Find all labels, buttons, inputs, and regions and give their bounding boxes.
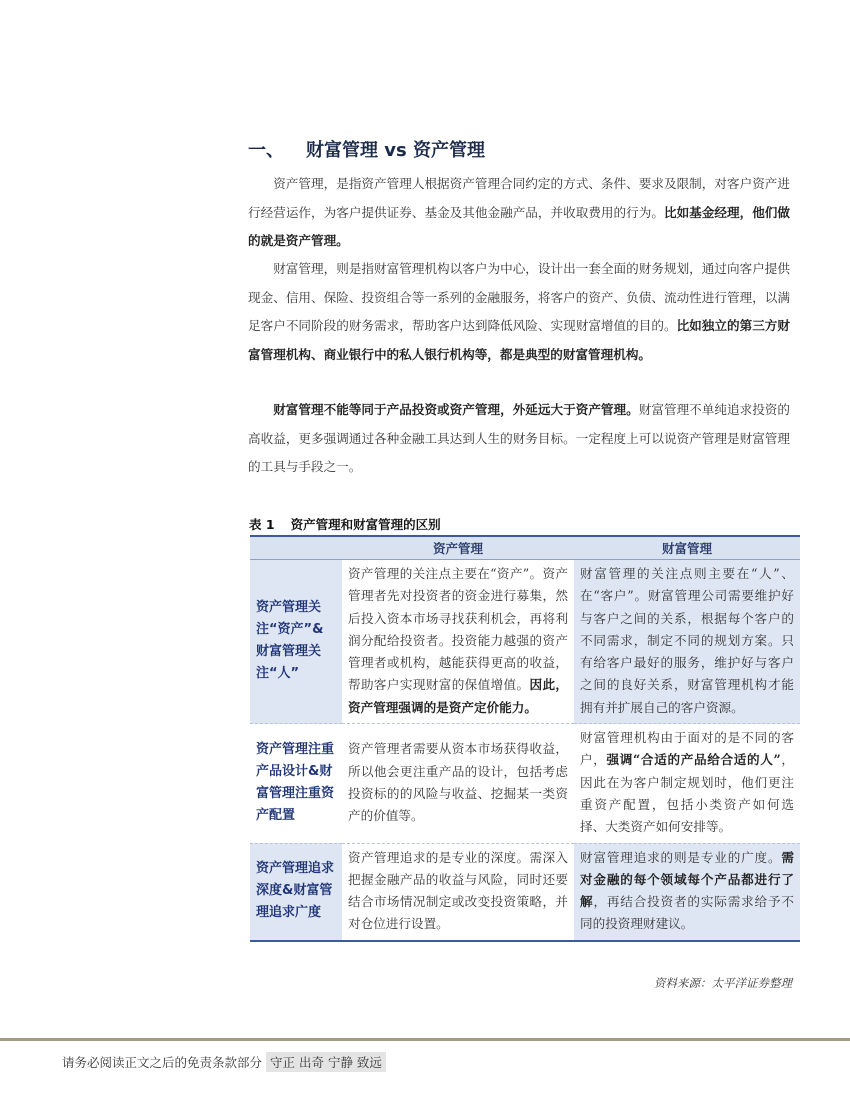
cell-bold-text: 强调“合适的产品给合适的人”	[606, 752, 781, 768]
table-title: 资产管理和财富管理的区别	[290, 517, 441, 532]
paragraph-text: 财富管理，则是指财富管理机构以客户为中心，设计出一套全面的财务规划，通过向客户提供现金、信用、保险、投资组合等一系列的金融服务，将客户的资产、负债、流动性进行管理，以满足客户不同阶段的财务需求，帮助客户达到降低风险、实现财富增值的目的。	[248, 261, 790, 333]
paragraph-comparison	[248, 396, 790, 482]
header-empty	[250, 536, 342, 560]
table-row	[250, 560, 800, 724]
cell-text: 资产管理的关注点主要在“资产”。资产管理者先对投资者的资金进行募集，然后投入资本市场寻找获利机会，再将利润分配给投资者。投资能力越强的资产管理者或机构，越能获得更高的收益，帮助客户实现财富的保值增值。	[348, 566, 568, 693]
footer-motto: 守正 出奇 宁静 致远	[266, 1052, 386, 1072]
paragraph-bold: 比如基金经理，他们做的就是资产管理。	[248, 204, 791, 248]
paragraph-wealth-management	[248, 255, 790, 369]
table-number: 表 1	[249, 517, 275, 532]
paragraph-text: 资产管理，是指资产管理人根据资产管理合同约定的方式、条件、要求及限制，对客户资产进行经营运作，为客户提供证券、基金及其他金融产品，并收取费用的行为。	[248, 176, 790, 220]
cell-bold-text: 需对金融的每个领域每个产品都进行了解	[580, 849, 794, 910]
paragraph-bold: 比如独立的第三方财富管理机构、商业银行中的私人银行机构等，都是典型的财富管理机构。	[248, 318, 791, 362]
section-title: 财富管理 vs 资产管理	[306, 140, 485, 161]
footer	[62, 1052, 386, 1072]
row-label: 资产管理追求深度&财富管理追求广度	[250, 843, 342, 941]
asset-cell: 资产管理追求的是专业的深度。需深入把握金融产品的收益与风险，同时还要结合市场情况制定或改变投资策略，并对仓位进行设置。	[342, 843, 574, 941]
table-source: 资料来源：太平洋证券整理	[654, 976, 792, 990]
paragraph-text: 财富管理不单纯追求投资的高收益，更多强调通过各种金融工具达到人生的财务目标。一定程度上可以说资产管理是财富管理的工具与手段之一。	[248, 402, 791, 474]
paragraph-asset-management	[248, 170, 790, 256]
footer-disclaimer: 请务必阅读正文之后的免责条款部分	[62, 1055, 263, 1070]
asset-cell	[342, 560, 574, 724]
comparison-table	[250, 535, 800, 942]
section-number: 一、	[248, 140, 284, 161]
table-row	[250, 724, 800, 843]
cell-text: ，再结合投资者的实际需求给予不同的投资理财建议。	[580, 894, 795, 932]
cell-text: 财富管理机构由于面对的是不同的客户，	[580, 730, 794, 768]
table-caption	[249, 515, 441, 533]
table-header-row	[250, 536, 800, 560]
cell-bold-text: 因此，资产管理强调的是资产定价能力。	[348, 677, 569, 715]
row-label: 资产管理注重产品设计&财富管理注重资产配置	[250, 724, 342, 843]
header-wealth-management: 财富管理	[574, 536, 800, 560]
paragraph-bold: 财富管理不能等同于产品投资或资产管理，外延远大于资产管理。	[273, 402, 639, 417]
row-label: 资产管理关注“资产”&财富管理关注“人”	[250, 560, 342, 724]
footer-divider	[0, 1038, 850, 1041]
header-asset-management: 资产管理	[342, 536, 574, 560]
section-heading	[248, 136, 485, 162]
wealth-cell	[574, 724, 800, 843]
wealth-cell	[574, 843, 800, 941]
asset-cell: 资产管理者需要从资本市场获得收益，所以他会更注重产品的设计，包括考虑投资标的的风险与收益、挖掘某一类资产的价值等。	[342, 724, 574, 843]
wealth-cell: 财富管理的关注点则主要在“人”、在“客户”。财富管理公司需要维护好与客户之间的关系，根据每个客户的不同需求，制定不同的规划方案。只有给客户最好的服务，维护好与客户之间的良好关系，财富管理机构才能拥有并扩展自己的客户资源。	[574, 560, 800, 724]
table-row	[250, 843, 800, 941]
cell-text: 财富管理追求的则是专业的广度。	[580, 849, 782, 865]
cell-text: ，因此在为客户制定规划时，他们更注重资产配置，包括小类资产如何选择、大类资产如何安排等。	[580, 752, 795, 835]
